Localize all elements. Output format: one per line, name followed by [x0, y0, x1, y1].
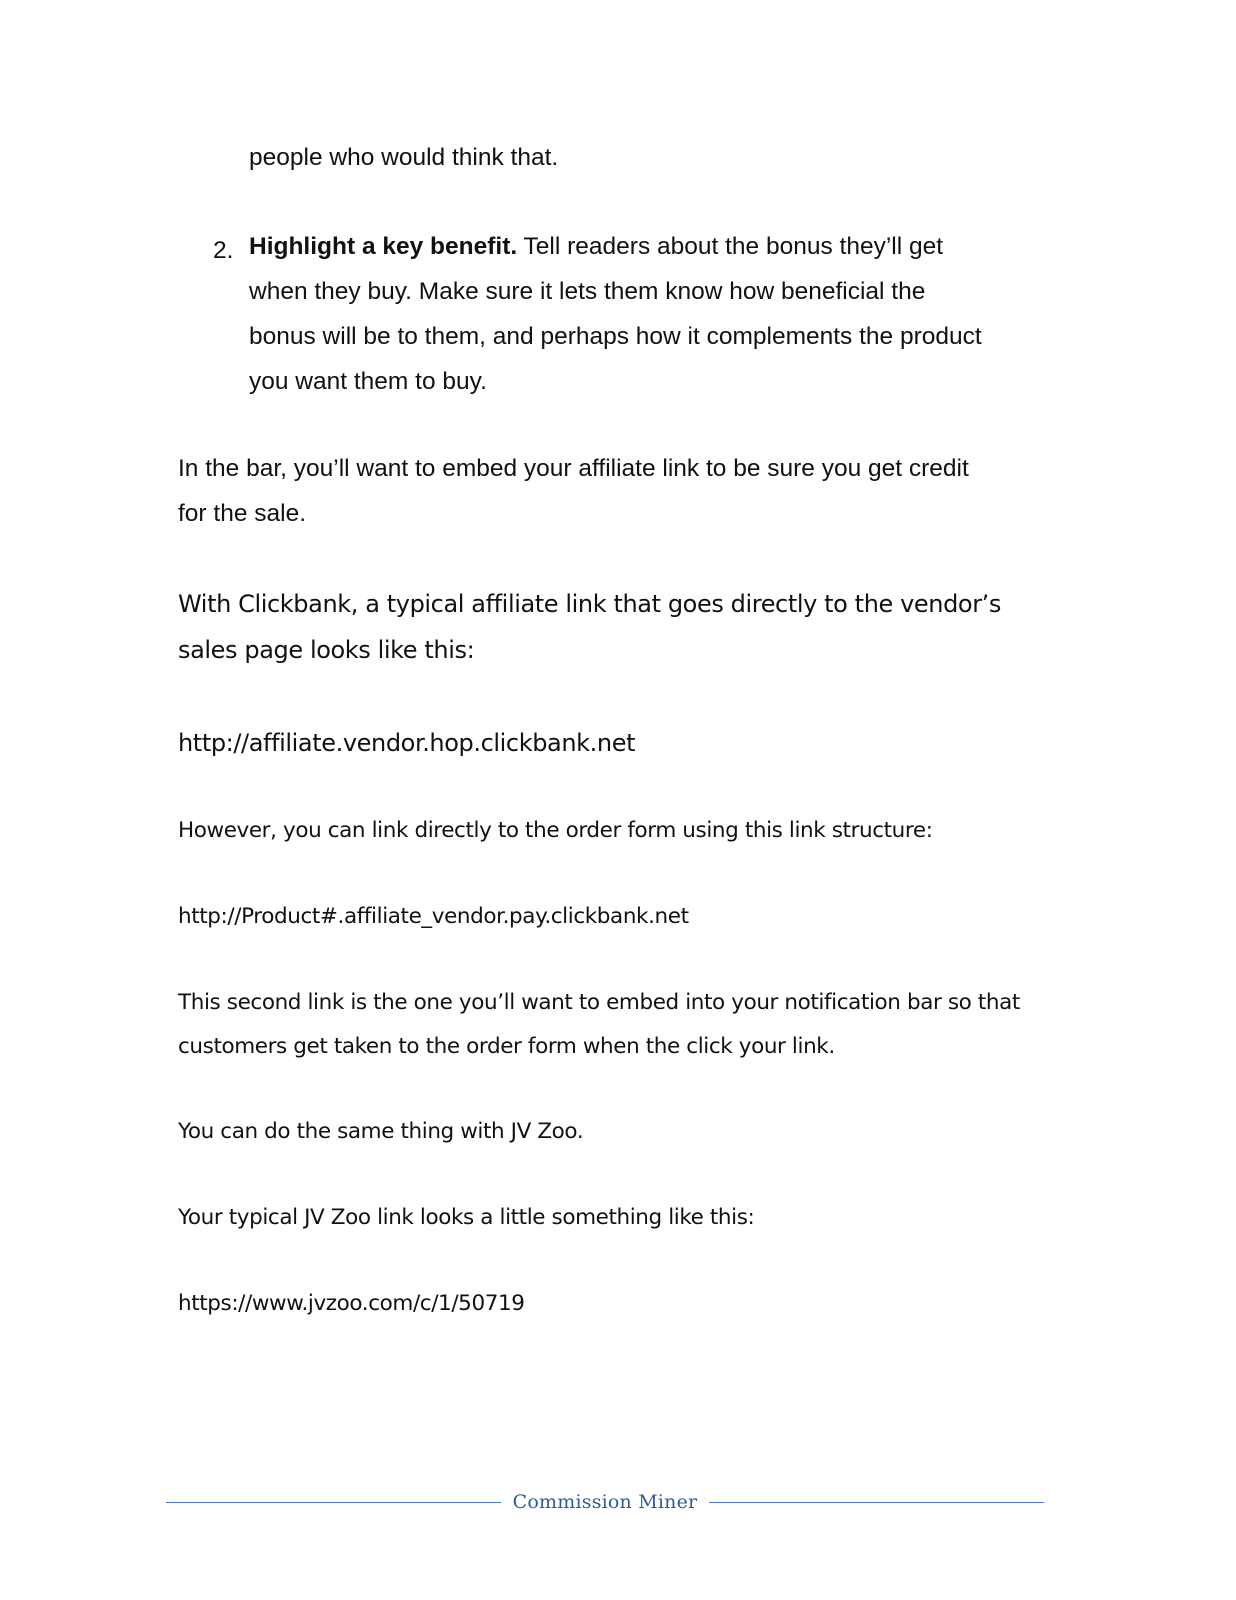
clickbank-hop-link — [178, 720, 1058, 766]
footer-title: Commission Miner — [512, 1491, 698, 1513]
page-footer — [166, 1487, 1044, 1517]
paragraph-bar-line-2: for the sale. — [178, 500, 307, 527]
paragraph-jvzoo-text: You can do the same thing with JV Zoo. — [178, 1119, 584, 1144]
paragraph-second-link — [178, 981, 1058, 1069]
clickbank-pay-link — [178, 895, 1058, 939]
list-item-heading: Highlight a key benefit. — [249, 233, 518, 260]
paragraph-jvzoo — [178, 1110, 1058, 1154]
list-item-highlight-benefit — [249, 224, 1049, 404]
clickbank-hop-link-text: http://affiliate.vendor.hop.clickbank.net — [178, 729, 636, 757]
paragraph-typical-jvzoo — [178, 1196, 1058, 1240]
paragraph-second-line-1: This second link is the one you’ll want to embed into your notification bar so that — [178, 990, 1020, 1015]
list-item-line-3: bonus will be to them, and perhaps how it complements the product — [249, 323, 982, 350]
paragraph-bar-line-1: In the bar, you’ll want to embed your affiliate link to be sure you get credit — [178, 455, 969, 482]
paragraph-clickbank-line-2: sales page looks like this: — [178, 636, 475, 664]
list-number: 2. — [213, 237, 234, 264]
footer-rule-right — [709, 1502, 1044, 1503]
paragraph-clickbank — [178, 581, 1058, 673]
paragraph-however — [178, 809, 1058, 853]
paragraph-bar — [178, 446, 1058, 536]
list-item-line-1: Tell readers about the bonus they’ll get — [517, 233, 944, 260]
paragraph-typical-jvzoo-text: Your typical JV Zoo link looks a little something like this: — [178, 1205, 755, 1230]
clickbank-pay-link-text: http://Product#.affiliate_vendor.pay.clickbank.net — [178, 904, 689, 929]
paragraph-however-text: However, you can link directly to the order form using this link structure: — [178, 818, 933, 843]
paragraph-clickbank-line-1: With Clickbank, a typical affiliate link that goes directly to the vendor’s — [178, 590, 1001, 618]
list-item-line-2: when they buy. Make sure it lets them know how beneficial the — [249, 278, 926, 305]
paragraph-second-line-2: customers get taken to the order form when the click your link. — [178, 1034, 835, 1059]
jvzoo-link — [178, 1282, 1058, 1326]
list-item-line-4: you want them to buy. — [249, 368, 487, 395]
continuation-text — [249, 135, 1049, 180]
jvzoo-link-text: https://www.jvzoo.com/c/1/50719 — [178, 1291, 525, 1316]
footer-rule-left — [166, 1502, 501, 1503]
continuation-line: people who would think that. — [249, 144, 559, 171]
